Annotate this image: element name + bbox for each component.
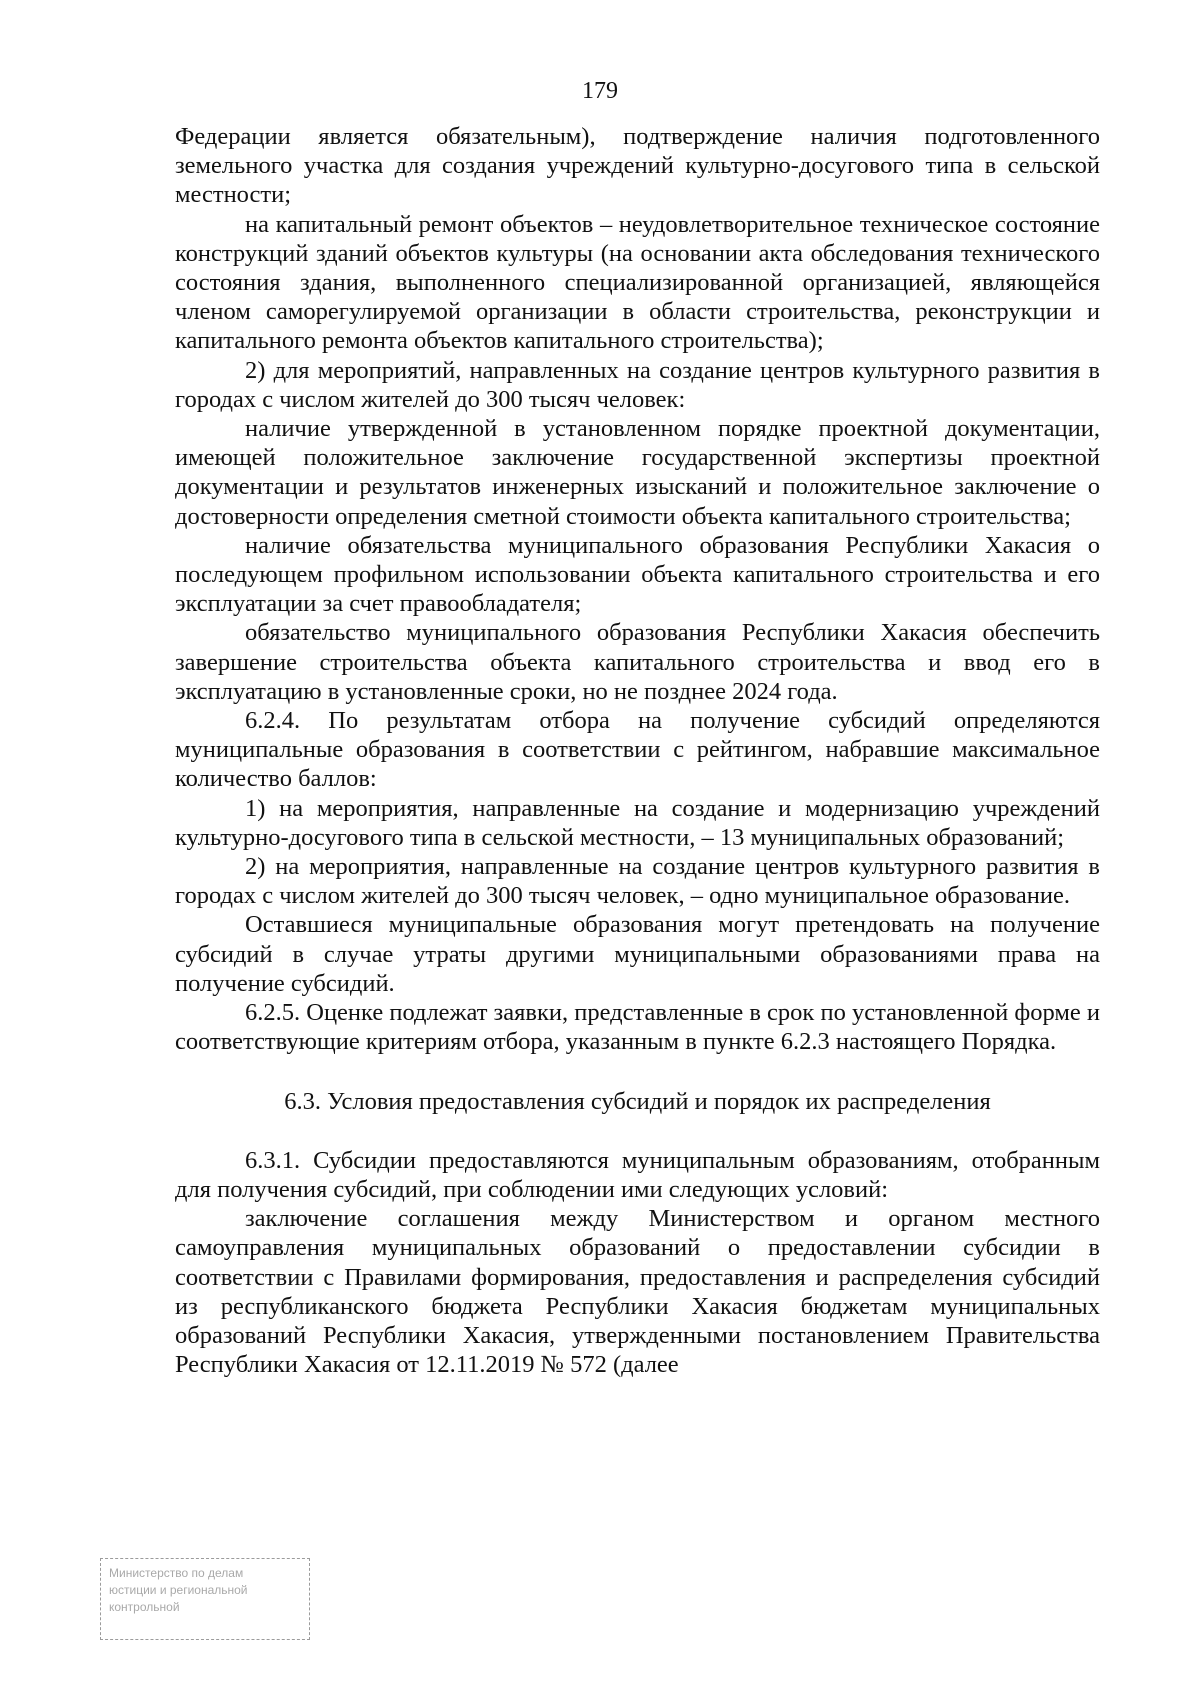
page-number: 179 <box>582 78 618 104</box>
paragraph-5: наличие обязательства муниципального образования Республики Хакасия о последующем профильном использовании объекта капитального строительства и его эксплуатации за счет правообладателя; <box>175 531 1100 618</box>
stamp-line: контрольной <box>109 1600 180 1614</box>
section-heading: 6.3. Условия предоставления субсидий и порядок их распределения <box>284 1087 991 1115</box>
document-body <box>175 122 1100 1379</box>
paragraph-3: 2) для мероприятий, направленных на создание центров культурного развития в городах с числом жителей до 300 тысяч человек: <box>175 356 1100 413</box>
paragraph-11: 6.2.5. Оценке подлежат заявки, представленные в срок по установленной форме и соответствующие критериям отбора, указанным в пункте 6.2.3 настоящего Порядка. <box>175 999 1100 1056</box>
paragraph-2: на капитальный ремонт объектов – неудовлетворительное техническое состояние конструкций зданий объектов культуры (на основании акта обследования технического состояния здания, выполненного специализированной организацией, являющейся членом саморегулируемой организации в области строительства, реконструкции и капитального ремонта объектов капитального строительства); <box>175 210 1100 355</box>
watermark-stamp <box>100 1558 310 1640</box>
paragraph-9: 2) на мероприятия, направленные на создание центров культурного развития в городах с числом жителей до 300 тысяч человек, – одно муниципальное образование. <box>175 853 1100 910</box>
paragraph-4: наличие утвержденной в установленном порядке проектной документации, имеющей положительное заключение государственной экспертизы проектной документации и результатов инженерных изысканий и положительное заключение о достоверности определения сметной стоимости объекта капитального строительства; <box>175 415 1100 530</box>
stamp-line: юстиции и региональной <box>109 1583 248 1597</box>
paragraph-1: Федерации является обязательным), подтверждение наличия подготовленного земельного участка для создания учреждений культурно-досугового типа в сельской местности; <box>175 123 1100 209</box>
paragraph-7: 6.2.4. По результатам отбора на получение субсидий определяются муниципальные образования в соответствии с рейтингом, набравшие максимальное количество баллов: <box>175 707 1100 793</box>
stamp-line: Министерство по делам <box>109 1566 244 1580</box>
paragraph-6: обязательство муниципального образования Республики Хакасия обеспечить завершение строительства объекта капитального строительства и ввод его в эксплуатацию в установленные сроки, но не позднее 2024 года. <box>175 619 1100 705</box>
paragraph-10: Оставшиеся муниципальные образования могут претендовать на получение субсидий в случае утраты другими муниципальными образованиями права на получение субсидий. <box>175 911 1100 997</box>
paragraph-12: 6.3.1. Субсидии предоставляются муниципальным образованиям, отобранным для получения субсидий, при соблюдении ими следующих условий: <box>175 1146 1100 1203</box>
paragraph-8: 1) на мероприятия, направленные на создание и модернизацию учреждений культурно-досугового типа в сельской местности, – 13 муниципальных образований; <box>175 794 1100 851</box>
paragraph-13: заключение соглашения между Министерством и органом местного самоуправления муниципальных образований о предоставлении субсидии в соответствии с Правилами формирования, предоставления и распределения субсидий из республиканского бюджета Республики Хакасия бюджетам муниципальных образований Республики Хакасия, утвержденными постановлением Правительства Республики Хакасия от 12.11.2019 № 572 (далее <box>175 1205 1100 1379</box>
